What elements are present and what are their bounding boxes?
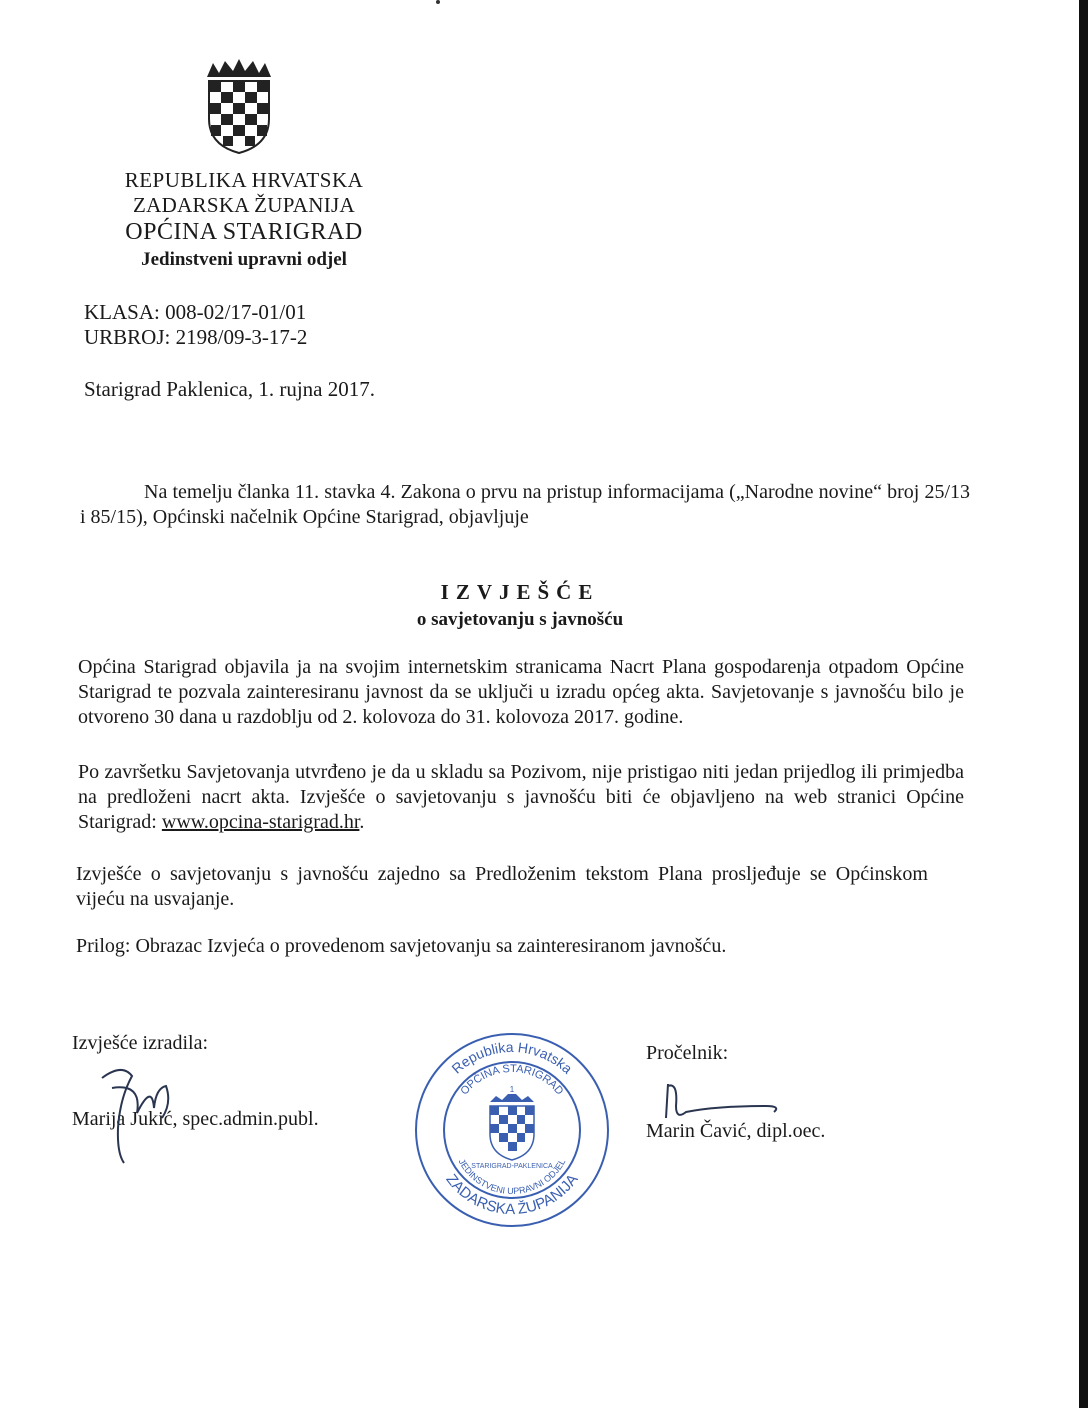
- stamp-inner-bottom: JEDINSTVENI UPRAVNI ODJEL: [456, 1157, 568, 1197]
- head-of-department-name: Marin Čavić, dipl.oec.: [646, 1120, 826, 1142]
- country-name: REPUBLIKA HRVATSKA: [124, 168, 364, 192]
- department-name: Jedinstveni upravni odjel: [141, 249, 347, 270]
- municipality-name: OPĆINA STARIGRAD: [125, 219, 363, 245]
- signature-right: [656, 1076, 796, 1126]
- stamp-outer-bottom: ZADARSKA ŽUPANIJA: [442, 1171, 582, 1219]
- letterhead: [104, 170, 384, 269]
- date-line: Starigrad Paklenica, 1. rujna 2017.: [84, 377, 376, 401]
- intro-paragraph: Na temelju članka 11. stavka 4. Zakona o prvu na pristup informacijama („Narodne novine“ broj 25/13 i 85/15), Općinski načelnik Općine Starigrad, objavljuje: [80, 481, 970, 528]
- stamp-center-text: STARIGRAD-PAKLENICA: [471, 1163, 553, 1170]
- official-stamp: [412, 1030, 612, 1230]
- prepared-by-name: Marija Jukić, spec.admin.publ.: [72, 1108, 319, 1130]
- county-name: ZADARSKA ŽUPANIJA: [133, 193, 355, 217]
- urbroj-line: URBROJ: 2198/09-3-17-2: [84, 325, 308, 349]
- body-paragraph-2-end: .: [359, 811, 365, 833]
- website-link[interactable]: www.opcina-starigrad.hr: [161, 811, 360, 833]
- scan-speck: [436, 0, 440, 4]
- stamp-number: 1: [509, 1085, 515, 1094]
- body-paragraph-3: Izvješće o savjetovanju s javnošću zajedno sa Predloženim tekstom Plana prosljeđuje se Općinskom vijeću na usvajanje.: [76, 863, 928, 910]
- attachment-line: Prilog: Obrazac Izvjeća o provedenom savjetovanju sa zainteresiranom javnošću.: [76, 935, 727, 957]
- coat-of-arms-icon: [203, 55, 275, 155]
- title-sub: o savjetovanju s javnošću: [416, 609, 624, 630]
- stamp-inner-top: OPĆINA STARIGRAD: [458, 1062, 566, 1098]
- signature-left: [92, 1058, 182, 1168]
- body-paragraph-1: Općina Starigrad objavila ja na svojim internetskim stranicama Nacrt Plana gospodarenja otpadom Općine Starigrad te pozvala zainteresiranu javnost da se uključi u izradu općeg akta. Savjetovanje s javnošću bilo je otvoreno 30 dana u razdoblju od 2. kolovoza do 31. kolovoza 2017. godine.: [78, 656, 964, 728]
- scan-edge-bar: [1079, 0, 1088, 1408]
- head-of-department-label: Pročelnik:: [646, 1042, 729, 1064]
- title-main: IZVJEŠĆE: [440, 580, 600, 604]
- klasa-line: KLASA: 008-02/17-01/01: [84, 300, 307, 324]
- stamp-outer-top: Republika Hrvatska: [448, 1038, 576, 1077]
- body-paragraph-2-text: Po završetku Savjetovanja utvrđeno je da u skladu sa Pozivom, nije pristigao niti jedan prijedlog ili primjedba na predloženi nacrt akta. Izvješće o savjetovanju s javnošću biti će objavljeno na web stranici Općine Starigrad:: [78, 761, 964, 833]
- body-paragraph-2: [78, 760, 964, 835]
- prepared-by-label: Izvješće izradila:: [72, 1032, 209, 1054]
- document-title: [400, 580, 640, 631]
- stamp-coat-of-arms-icon: [490, 1094, 534, 1160]
